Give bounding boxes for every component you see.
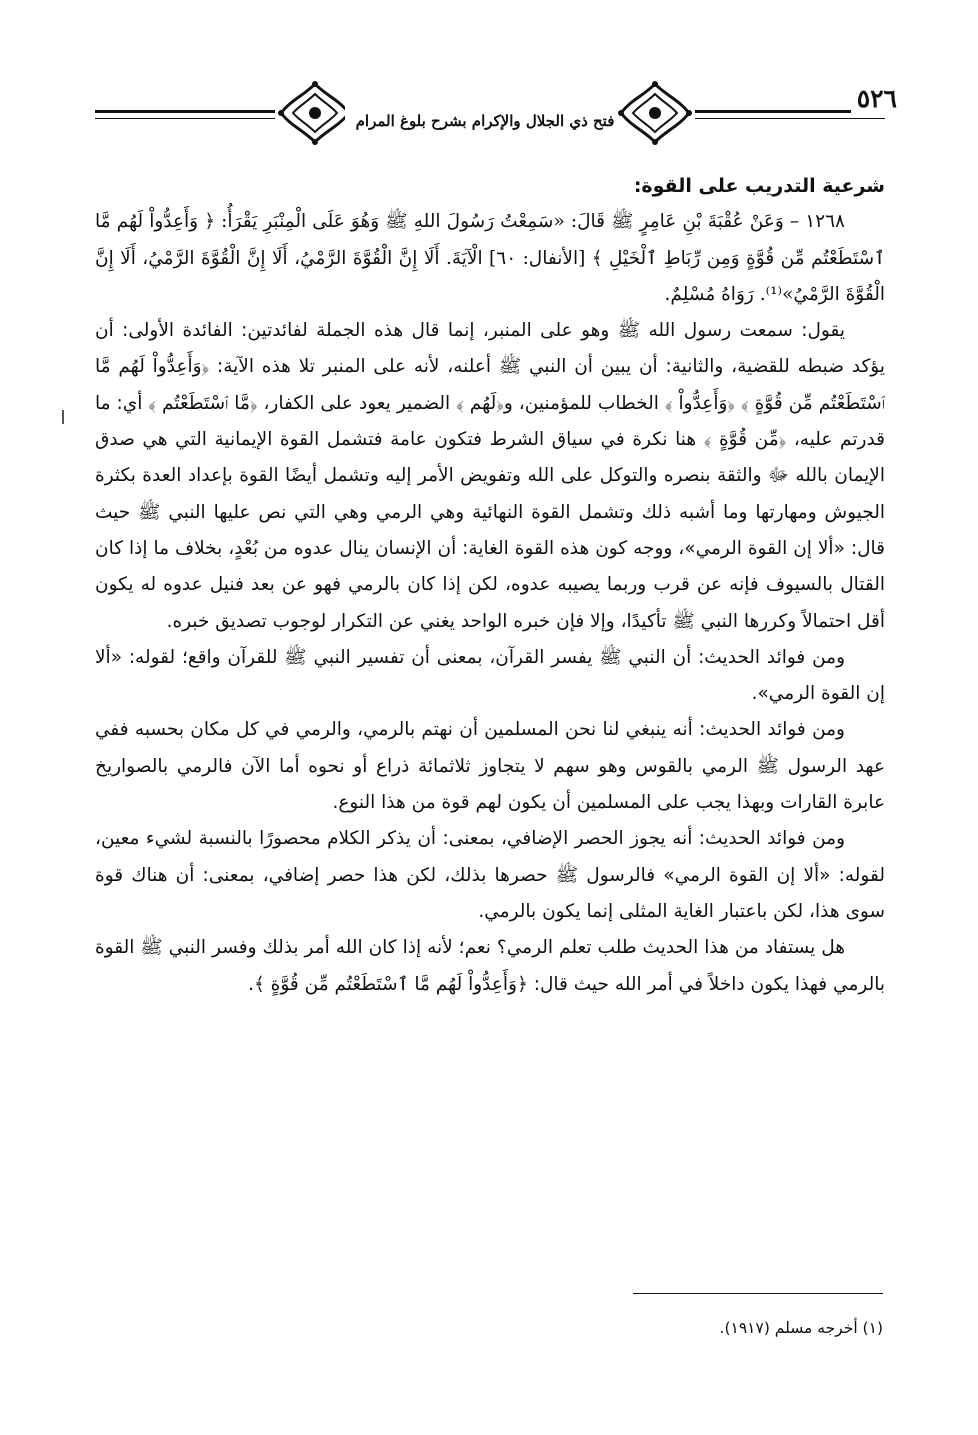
hadith-text: ١٢٦٨ – وَعَنْ عُقْبَةَ بْنِ عَامِرٍ ﷺ قَالَ: «سَمِعْتُ رَسُولَ اللهِ ﷺ وَهُوَ عَلَى الْمِنْبَرِ يَقْرَأُ: ﴿ وَأَعِدُّواْ لَهُم مَّا ٱسْتَطَعْتُم مِّن قُوَّةٍ وَمِن رِّبَاطِ ٱلْخَيْلِ ﴾ [الأنفال: ٦٠] الْآيَةَ. أَلَا إِنَّ الْقُوَّةَ الرَّمْيُ، أَلَا إِنَّ الْقُوَّةَ الرَّمْيُ، أَلَا إِنَّ الْقُوَّةَ الرَّمْيُ»⁽¹⁾. رَوَاهُ مُسْلِمٌ. (95, 211, 885, 305)
benefit-paragraph: ومن فوائد الحديث: أنه ينبغي لنا نحن المسلمين أن نهتم بالرمي، والرمي في كل مكان بحسبه ففي عهد الرسول ﷺ الرمي بالقوس وهو سهم لا يتجاوز ثلاثمائة ذراع أو نحوه أما الآن فالرمي بالصواريخ عابرة القارات وبهذا يجب على المسلمين أن يكون لهم قوة من هذا النوع. (95, 719, 885, 814)
footnote-rule (633, 1293, 883, 1294)
page-header (95, 78, 897, 148)
page-number: ٥٢٦ (851, 84, 903, 113)
book-title: فتح ذي الجلال والإكرام بشرح بلوغ المرام (345, 106, 625, 136)
question-paragraph: هل يستفاد من هذا الحديث طلب تعلم الرمي؟ نعم؛ لأنه إذا كان الله أمر بذلك وفسر النبي ﷺ القوة بالرمي فهذا يكون داخلاً في أمر الله حيث قال: ﴿وَأَعِدُّواْ لَهُم مَّا ٱسْتَطَعْتُم مِّن قُوَّةٍ ﴾. (95, 937, 885, 995)
main-content (95, 168, 885, 1003)
ornament-icon (615, 78, 695, 148)
ornament-icon (275, 78, 355, 148)
commentary-paragraph: يقول: سمعت رسول الله ﷺ وهو على المنبر، إنما قال هذه الجملة لفائدتين: الفائدة الأولى: أن يؤكد ضبطه للقضية، والثانية: أن يبين أن النبي ﷺ أعلنه، لأنه على المنبر تلا هذه الآية: ﴿وَأَعِدُّواْ لَهُم مَّا ٱسْتَطَعْتُم مِّن قُوَّةٍ ﴾ ﴿وَأَعِدُّواْ ﴾ الخطاب للمؤمنين، و﴿لَهُم ﴾ الضمير يعود على الكفار، ﴿مَّا ٱسْتَطَعْتُم ﴾ أي: ما قدرتم عليه، ﴿مِّن قُوَّةٍ ﴾ هنا نكرة في سياق الشرط فتكون عامة فتشمل القوة الإيمانية التي هي صدق الإيمان بالله ﷻ والثقة بنصره والتوكل على الله وتفويض الأمر إليه وتشمل أيضًا القوة بإعداد العدة بكثرة الجيوش ومهارتها وما أشبه ذلك وتشمل القوة النهائية وهي الرمي وهي التي نص عليها النبي ﷺ حيث قال: «ألا إن القوة الرمي»، ووجه كون هذه القوة الغاية: أن الإنسان ينال عدوه من بُعْدٍ، بخلاف ما إذا كان القتال بالسيوف فإنه عن قرب وربما يصيبه عدوه، لكن إذا كان بالرمي فهو عن بعد فنيل عدوه له يكون أقل احتمالاً وكررها النبي ﷺ تأكيدًا، وإلا فإن خبره الواحد يغني عن التكرار لوجوب تصديق خبره. (95, 320, 885, 632)
footnote: (١) أخرجه مسلم (١٩١٧). (719, 1319, 883, 1337)
section-heading: شرعية التدريب على القوة: (633, 175, 885, 197)
benefit-paragraph: ومن فوائد الحديث: أن النبي ﷺ يفسر القرآن، بمعنى أن تفسير النبي ﷺ للقرآن واقع؛ لقوله: «ألا إن القوة الرمي». (95, 646, 885, 705)
benefit-paragraph: ومن فوائد الحديث: أنه يجوز الحصر الإضافي، بمعنى: أن يذكر الكلام محصورًا بالنسبة لشيء معين، لقوله: «ألا إن القوة الرمي» فالرسول ﷺ حصرها بذلك، لكن هذا حصر إضافي، بمعنى: أن هناك قوة سوى هذا، لكن باعتبار الغاية المثلى إنما يكون بالرمي. (95, 828, 885, 922)
margin-mark (62, 410, 64, 424)
